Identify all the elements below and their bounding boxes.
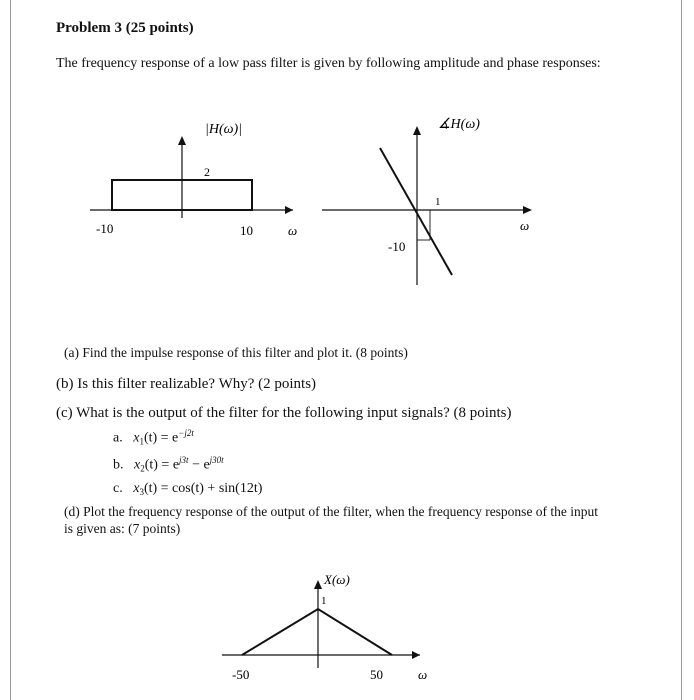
- signal-symbol: x: [133, 481, 140, 496]
- item-marker: a.: [113, 430, 123, 446]
- signal-expr: (t) = cos(t) + sin(12t): [143, 481, 263, 496]
- phase-line: [380, 148, 452, 275]
- signal-exponent: j3t: [179, 455, 189, 465]
- item-marker: b.: [113, 457, 124, 473]
- question-c-item-c: [113, 481, 262, 497]
- phase-y-arrow: [413, 126, 421, 135]
- phase-axis-label: ω: [520, 218, 530, 233]
- phase-label: ∡H(ω): [438, 117, 480, 132]
- phase-plot: [322, 126, 532, 285]
- signal-index: 2: [140, 463, 145, 474]
- input-y-arrow: [314, 580, 322, 589]
- signal-index: 3: [139, 487, 144, 497]
- signal-symbol: x: [134, 457, 141, 473]
- amplitude-x-left-label: -10: [96, 221, 114, 236]
- input-triangle: [242, 609, 392, 655]
- phase-x-arrow: [523, 206, 532, 214]
- amplitude-height-label: 2: [204, 165, 210, 179]
- input-x-left-label: -50: [232, 667, 250, 682]
- amplitude-label: |H(ω)|: [205, 122, 243, 137]
- problem-title: Problem 3 (25 points): [56, 20, 194, 36]
- signal-exponent-2: j30t: [209, 455, 224, 465]
- signal-expr: (t) = e: [144, 457, 180, 473]
- question-c-item-a: [113, 428, 194, 447]
- amplitude-axis-label: ω: [288, 223, 298, 238]
- input-x-arrow: [412, 651, 420, 659]
- signal-exponent: −j2t: [178, 428, 194, 438]
- input-spectrum-plot: [222, 580, 420, 668]
- question-c-item-b: [113, 455, 224, 474]
- amplitude-x-right-label: 10: [240, 223, 253, 238]
- amplitude-plot: [90, 136, 293, 218]
- phase-neg-ten-label: -10: [388, 239, 406, 254]
- problem-intro: The frequency response of a low pass filter is given by following amplitude and phase responses:: [56, 56, 601, 71]
- amplitude-y-arrow: [178, 136, 186, 145]
- input-label: X(ω): [324, 572, 350, 587]
- question-c: (c) What is the output of the filter for the following input signals? (8 points): [56, 405, 512, 421]
- amplitude-x-arrow: [285, 206, 293, 214]
- phase-one-label: 1: [435, 196, 441, 208]
- item-marker: c.: [113, 481, 123, 496]
- question-b: (b) Is this filter realizable? Why? (2 points): [56, 376, 317, 392]
- question-d: (d) Plot the frequency response of the output of the filter, when the frequency response of the input is given as: (7 points): [64, 504, 599, 536]
- input-axis-label: ω: [418, 667, 428, 682]
- question-a: (a) Find the impulse response of this filter and plot it. (8 points): [64, 345, 408, 360]
- signal-symbol: x: [133, 430, 140, 446]
- signal-expr-tail: − e: [188, 457, 210, 473]
- input-peak-label: 1: [321, 595, 327, 607]
- signal-index: 1: [139, 436, 144, 447]
- signal-expr: (t) = e: [143, 430, 179, 446]
- input-x-right-label: 50: [370, 667, 383, 682]
